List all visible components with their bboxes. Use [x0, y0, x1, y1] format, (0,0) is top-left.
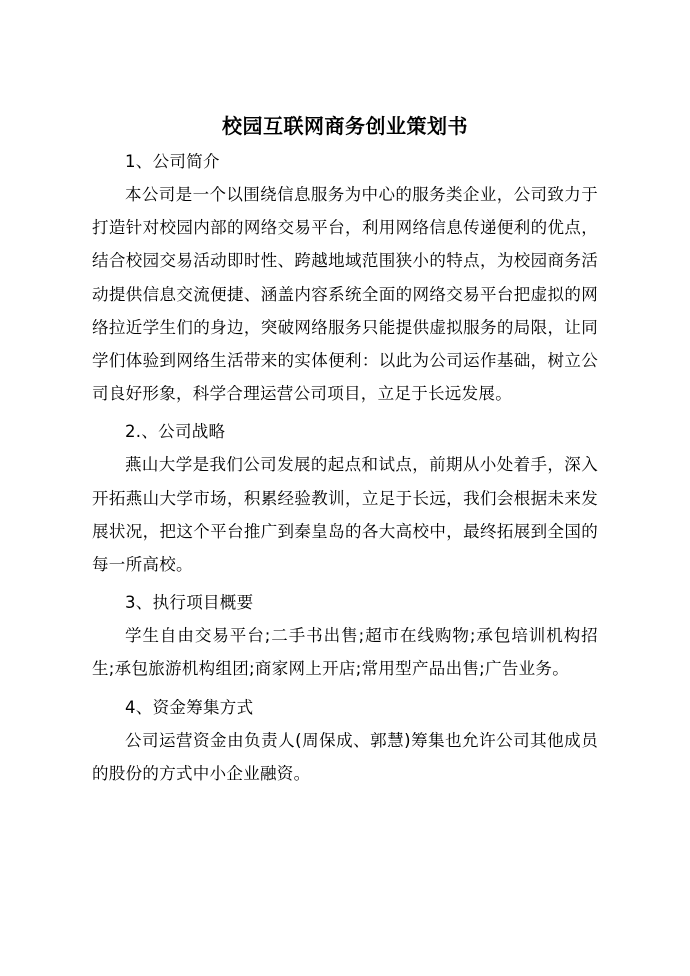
section-heading: 4、资金筹集方式 — [125, 697, 254, 717]
section-fundraising — [92, 692, 598, 790]
section-paragraph: 本公司是一个以围绕信息服务为中心的服务类企业，公司致力于打造针对校园内部的网络交易平台，利用网络信息传递便利的优点，结合校园交易活动即时性、跨越地域范围狭小的特点，为校园商务活动提供信息交流便捷、涵盖内容系统全面的网络交易平台把虚拟的网络拉近学生们的身边，突破网络服务只能提供虚拟服务的局限，让同学们体验到网络生活带来的实体便利：以此为公司运作基础，树立公司良好形象，科学合理运营公司项目，立足于长远发展。 — [92, 185, 598, 404]
section-company-intro — [92, 146, 598, 410]
section-paragraph: 学生自由交易平台;二手书出售;超市在线购物;承包培训机构招生;承包旅游机构组团;商家网上开店;常用型产品出售;广告业务。 — [92, 626, 598, 679]
document-title: 校园互联网商务创业策划书 — [222, 114, 468, 138]
section-heading: 3、执行项目概要 — [125, 593, 254, 613]
section-paragraph: 公司运营资金由负责人(周保成、郭慧)筹集也允许公司其他成员的股份的方式中小企业融资。 — [92, 730, 598, 783]
section-project-summary — [92, 587, 598, 685]
section-heading: 2.、公司战略 — [125, 422, 226, 442]
section-paragraph: 燕山大学是我们公司发展的起点和试点，前期从小处着手，深入开拓燕山大学市场，积累经验教训，立足于长远，我们会根据未来发展状况，把这个平台推广到秦皇岛的各大高校中，最终拓展到全国的每一所高校。 — [92, 455, 598, 575]
section-company-strategy — [92, 416, 598, 581]
section-heading: 1、公司简介 — [125, 152, 220, 171]
